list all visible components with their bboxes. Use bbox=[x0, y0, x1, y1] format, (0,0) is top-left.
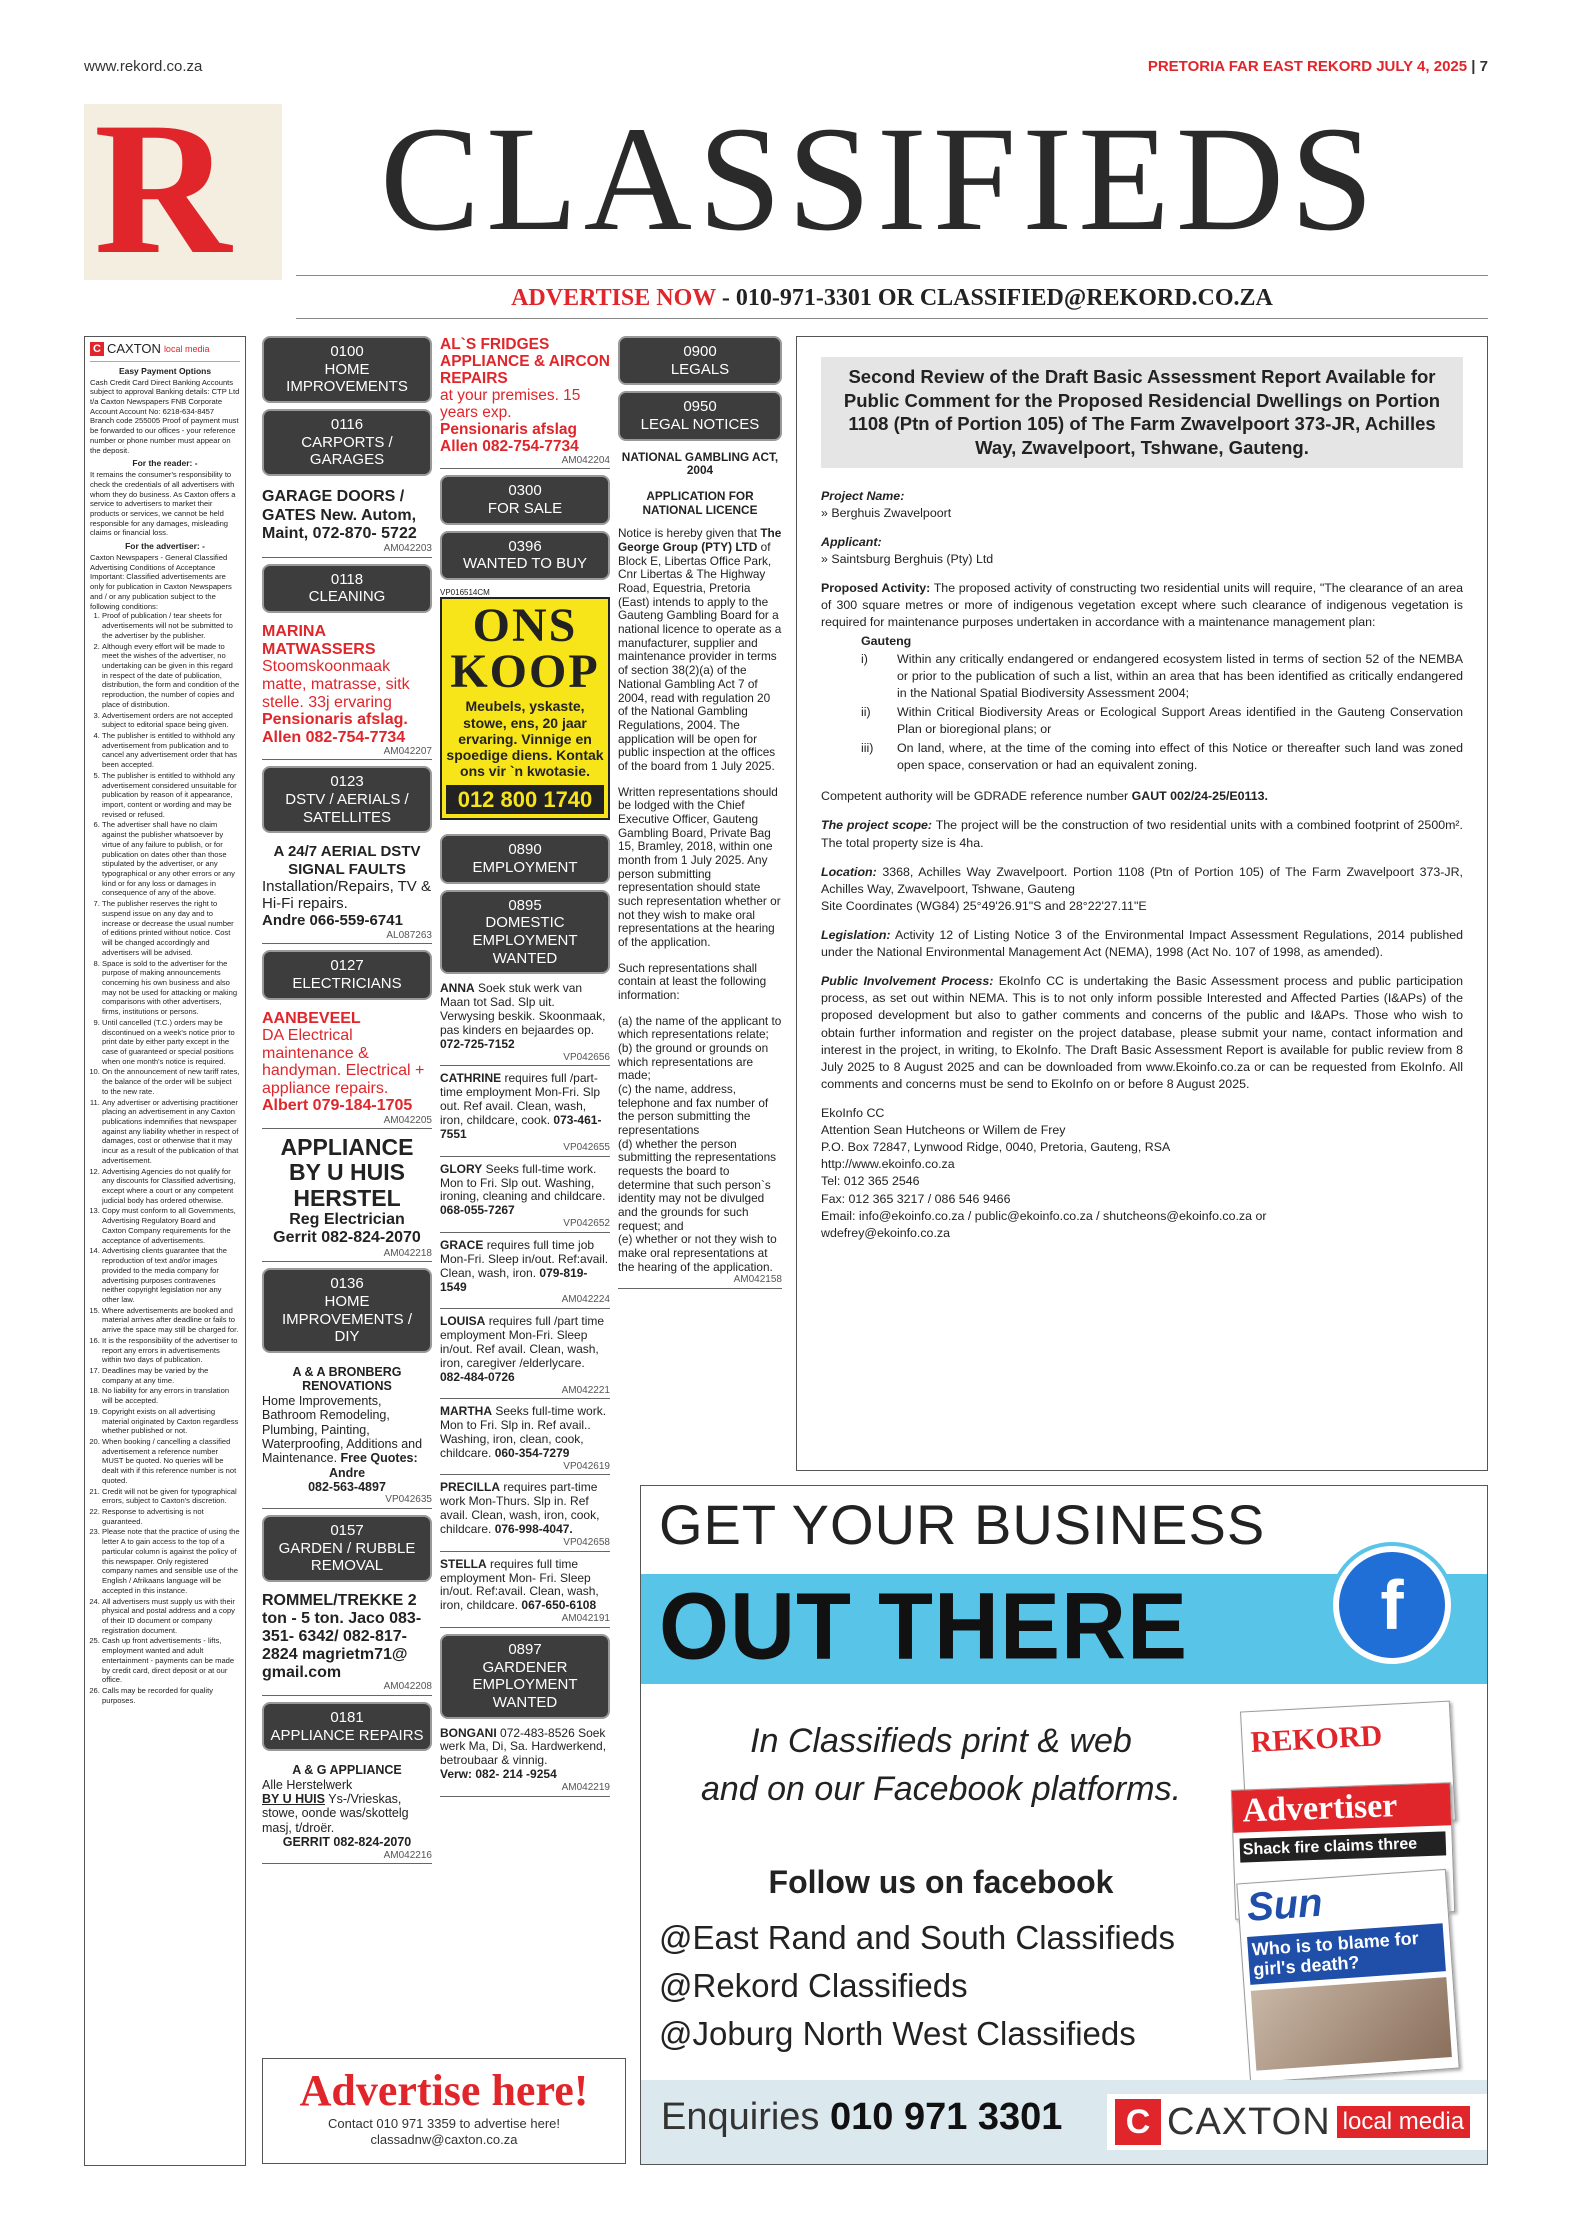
condition-item: 6. The advertiser shall have no claim against the publisher whatsoever by virtue of any failure to publish, or for publication on dates other than those stipulated by the advertiser, or any typographical or any other errors or any kind or for any loss or damages in consequence of any of the above. bbox=[102, 820, 240, 898]
section-0116: 0116 CARPORTS / GARAGES bbox=[262, 409, 432, 476]
divider bbox=[296, 318, 1488, 319]
classified-ad: BONGANI 072-483-8526 Soek werk Ma, Di, Sa. Hardwerkend, betroubaar & vinnig. Verw: 082- 214 -9254 AM042219 bbox=[440, 1727, 610, 1797]
ad-headline: GET YOUR BUSINESS bbox=[659, 1493, 1266, 1556]
paper-info: PRETORIA FAR EAST REKORD JULY 4, 2025 | 7 bbox=[1147, 58, 1488, 75]
classified-ad: GARAGE DOORS / GATES New. Autom, Maint, 072-870- 5722 AM042203 bbox=[262, 488, 432, 558]
reader-text: It remains the consumer's responsibility to check the credentials of all advertisers with whom they do business. As Caxton offers a service to advertisers to market their products or services, we cannot be held responsible for any damages, misleading claims or financial loss. bbox=[90, 470, 236, 538]
contact-details: EkoInfo CC Attention Sean Hutcheons or Willem de Frey P.O. Box 72847, Lynwood Ridge, 0040, Pretoria, Gauteng, RSA http://www.ekoinfo.co.za Tel: 012 365 2546 Fax: 012 365 3217 / 086 546 9466 Email: info@ekoinfo.co.za / public@ekoinfo.co.za / shutcheons@ekoinfo.co.za or wdefrey@ekoinfo.co.za bbox=[821, 1105, 1267, 1240]
environmental-notice: Second Review of the Draft Basic Assessment Report Available for Public Comment for the Proposed Residencial Dwellings on Portion 1108 (Ptn of Portion 105) of The Farm Zwavelpoort 373-JR, Achilles Way, Zwavelpoort, Tshwane, Gauteng. Project Name: » Berghuis Zwavelpoort Applicant: » Saintsburg Berghuis (Pty) Ltd Proposed Activity: The proposed activity of constructing two residential units will require, "The clearance of an area of 300 square metres or more of indigenous vegetation except where such clearance of indigenous vegetation is required for maintenance purposes undertaken in accordance with a maintenance management plan: Gauteng i) Within any critically endangered or endangered ecosystem listed in terms of section 52 of the NEMBA or prior to the publication of such a list, within an area that has been identified as critically endangered in the National Spatial Biodiversity Assessment 2004; ii) Within Critical Biodiversity Areas or Ecological Support Areas identified in the Gauteng Conservation Plan or bioregional plans; or iii) On land, where, at the time of the coming into effect of this Notice or thereafter such land was zoned open space, conservation or had an equivalent zoning. Competent authority will be GDRADE reference number GAUT 002/24-25/E0113. The project scope: The project will be the construction of two residential units with a combined footprint of 2500m². The total property size is 4ha. Location: 3368, Achilles Way Zwavelpoort. Portion 1108 (Ptn of Portion 105) of The Farm Zwavelpoort 373-JR, Achilles Way, Zwavelpoort, Tshwane, Gauteng Site Coordinates (WG84) 25°49'26.91"S and 28°22'27.11"E Legislation: Activity 12 of Listing Notice 3 of the Environmental Impact Assessment Regulations, 2014 published under the National Environmental Management Act (NEMA), 1998 (Act No. 107 of 1998, as amended). Public Involvement Process: EkoInfo CC is undertaking the Basic Assessment process and public participation process, as set out within NEMA. This is to not only inform possible Interested and Affected Parties (I&APs) of the proposed development but also to gather comments and concerns of the public and I&APs. Those who wish to obtain further information and register on the project database, please submit your name, contact information and interest in the project, in writing, to EkoInfo. The Draft Basic Assessment Report is available for public review from 8 July 2025 to 8 August 2025 and can be downloaded from www.Ekoinfo.co.za or can be requested from EkoInfo. All comments and concerns must be send to EkoInfo on or before 8 August 2025. EkoInfo CC Attention Sean Hutcheons or Willem de Frey P.O. Box 72847, Lynwood Ridge, 0040, Pretoria, Gauteng, RSA http://www.ekoinfo.co.za Tel: 012 365 2546 Fax: 012 365 3217 / 086 546 9466 Email: info@ekoinfo.co.za / public@ekoinfo.co.za / shutcheons@ekoinfo.co.za or wdefrey@ekoinfo.co.za bbox=[796, 336, 1488, 1471]
newspaper-stack bbox=[1233, 1696, 1463, 2076]
condition-item: 13. Copy must conform to all Governments, Advertising Regulatory Board and Caxton Company requirements for the acceptance of advertisements. bbox=[102, 1206, 240, 1245]
classified-ad: GLORY Seeks full-time work. Mon to Fri. Slp out. Washing, ironing, cleaning and childcare. 068-055-7267 VP042652 bbox=[440, 1163, 610, 1233]
classified-ad: ANNA Soek stuk werk van Maan tot Sad. Slp uit. Verwysing beskik. Skoonmaak, pas kinders en bejaardes op. 072-725-7152 VP042656 bbox=[440, 982, 610, 1066]
condition-item: 24. All advertisers must supply us with their physical and postal address and a copy of their ID document or company registration document. bbox=[102, 1597, 240, 1636]
condition-item: 23. Please note that the practice of using the letter A to gain access to the top of a particular column is against the policy of this newspaper. Only registered company names and sensible use of the English / Afrikaans language will be accepted in this instance. bbox=[102, 1527, 240, 1595]
section-0118: 0118 CLEANING bbox=[262, 564, 432, 613]
enquiries-bar: Enquiries 010 971 3301 C CAXTON local media bbox=[641, 2080, 1488, 2164]
section-0100: 0100 HOME IMPROVEMENTS bbox=[262, 336, 432, 403]
condition-item: 9. Until cancelled (T.C.) orders may be discontinued on a week's notice prior to print date by either party except in the case of guaranteed or special positions when one month's notice is required. bbox=[102, 1018, 240, 1067]
condition-item: 14. Advertising clients guarantee that the reproduction of text and/or images provided to the media company for advertising purposes contravenes neither copyright legislation nor any other law. bbox=[102, 1246, 240, 1304]
condition-item: 4. The publisher is entitled to withhold any advertisement from publication and to cancel any advertisement order that has been accepted. bbox=[102, 731, 240, 770]
advertiser-title: For the advertiser: - bbox=[125, 541, 205, 552]
caxton-logo: C CAXTON local media bbox=[90, 341, 240, 362]
section-0181: 0181 APPLIANCE REPAIRS bbox=[262, 1702, 432, 1751]
condition-item: 2. Although every effort will be made to meet the wishes of the advertiser, no undertaking can be given in this regard in respect of the date of publication, distribution, the form and condition of the reproduction, the number of copies and place of distribution. bbox=[102, 642, 240, 710]
facebook-icon: f bbox=[1333, 1546, 1451, 1664]
section-0897: 0897 GARDENER EMPLOYMENT WANTED bbox=[440, 1634, 610, 1719]
ad-tagline: In Classifieds print & web and on our Facebook platforms. bbox=[700, 1722, 1182, 1808]
condition-item: 1. Proof of publication / tear sheets for advertisements will not be submitted to the advertiser by the publisher. bbox=[102, 611, 240, 640]
classified-ad: A & A BRONBERG RENOVATIONS Home Improvements, Bathroom Remodeling, Plumbing, Painting, Waterproofing, Additions and Maintenance. Free Quotes: Andre 082-563-4897 VP042635 bbox=[262, 1365, 432, 1509]
condition-item: 25. Cash up front advertisements - lifts, employment wanted and adult entertainment - payments can be made by credit card, direct deposit or at our office. bbox=[102, 1636, 240, 1685]
column-3 bbox=[618, 336, 782, 1295]
section-0895: 0895 DOMESTIC EMPLOYMENT WANTED bbox=[440, 890, 610, 975]
section-0300: 0300 FOR SALE bbox=[440, 475, 610, 524]
business-ad bbox=[640, 1485, 1488, 2165]
domestic-ads bbox=[440, 982, 610, 1627]
advertise-banner: ADVERTISE NOW - 010-971-3301 OR CLASSIFIED@REKORD.CO.ZA bbox=[511, 285, 1273, 311]
caxton-terms-panel bbox=[84, 336, 246, 2166]
activity-item: i) Within any critically endangered or endangered ecosystem listed in terms of section 52 of the NEMBA or prior to the publication of such a list, within an area that has been identified as critically endangered in the National Spatial Biodiversity Assessment 2004; bbox=[861, 651, 1463, 700]
condition-item: 8. Space is sold to the advertiser for the purpose of making announcements concerning his own business and also may not be used for attacking or making comparisons with other advertisers, firms, institutions or persons. bbox=[102, 959, 240, 1017]
section-0136: 0136 HOME IMPROVEMENTS / DIY bbox=[262, 1268, 432, 1353]
newspaper-advertiser: Advertiser Shack fire claims three bbox=[1231, 1782, 1455, 1920]
newspaper-rekord: REKORD bbox=[1240, 1701, 1456, 1832]
condition-item: 15. Where advertisements are booked and material arrives after deadline or fails to arrive the space may still be charged for. bbox=[102, 1306, 240, 1335]
section-0396: 0396 WANTED TO BUY bbox=[440, 531, 610, 580]
gambling-notice: NATIONAL GAMBLING ACT, 2004 APPLICATION FOR NATIONAL LICENCE Notice is hereby given that The George Group (PTY) LTD of Block E, Libertas Office Park, Cnr Libertas & The Highway Road, Equestria, Pretoria (East) intends to apply to the Gauteng Gambling Board for a national licence to operate as a manufacturer, supplier and maintenance provider in terms of section 38(2)(a) of the National Gambling Act 7 of 2004, read with regulation 20 of the National Gambling Regulations, 2004. The application will be open for public inspection at the offices of the board from 1 July 2025. Written representations should be lodged with the Chief Executive Officer, Gauteng Gambling Board, Private Bag 15, Bramley, 2018, within one month from 1 July 2025. Any person submitting representation should state such representation whether or not they wish to make oral representations at the hearing of the application. Such representations shall contain at least the following information: (a) the name of the applicant to which representations relate; (b) the ground or grounds on which representations are made; (c) the name, address, telephone and fax number of the person submitting the representations (d) whether the person submitting the representations requests the board to determine that such person`s identity may not be divulged and the grounds for such request; and (e) whether or not they wish to make oral representations at the hearing of the application. AM042158 bbox=[618, 451, 782, 1289]
condition-item: 26. Calls may be recorded for quality purposes. bbox=[102, 1686, 240, 1705]
caxton-logo: C CAXTON local media bbox=[1107, 2094, 1488, 2150]
reader-title: For the reader: - bbox=[132, 458, 198, 469]
condition-item: 22. Response to advertising is not guaranteed. bbox=[102, 1507, 240, 1526]
facebook-handles[interactable]: @East Rand and South Classifieds @Rekord Classifieds @Joburg North West Classifieds bbox=[659, 1919, 1175, 2052]
column-2 bbox=[440, 336, 610, 1803]
condition-item: 7. The publisher reserves the right to suspend issue on any day and to increase or decrease the usual number of editions printed without notice. Cost will be changed accordingly and advertisers will be advised. bbox=[102, 899, 240, 957]
activity-list bbox=[821, 651, 1463, 775]
condition-item: 20. When booking / cancelling a classified advertisement a reference number MUST be quoted. No queries will be dealt with if this reference number is not quoted. bbox=[102, 1437, 240, 1486]
activity-item: iii) On land, where, at the time of the coming into effect of this Notice or thereafter such land was zoned open space, conservation or had an equivalent zoning. bbox=[861, 741, 1463, 773]
newspaper-sun: Sun Who is to blame for girl's death? bbox=[1236, 1869, 1459, 2083]
section-0123: 0123 DSTV / AERIALS / SATELLITES bbox=[262, 766, 432, 833]
condition-item: 10. On the announcement of new tariff rates, the balance of the order will be subject to the new rate. bbox=[102, 1067, 240, 1096]
classified-ad: A & G APPLIANCE Alle Herstelwerk BY U HUIS Ys-/Vrieskas, stowe, oonde was/skottelg masj, t/droër. GERRIT 082-824-2070 AM042216 bbox=[262, 1763, 432, 1864]
section-0950: 0950 LEGAL NOTICES bbox=[618, 391, 782, 440]
classified-ad: PRECILLA requires part-time work Mon-Thurs. Slp in. Ref avail. Clean, wash, iron, cook, childcare. 076-998-4047. VP042658 bbox=[440, 1481, 610, 1551]
classified-ad: STELLA requires full time employment Mon- Fri. Sleep in/out. Ref:avail. Clean, wash, iron, childcare. 067-650-6108 AM042191 bbox=[440, 1558, 610, 1628]
classified-ad: AL`S FRIDGES APPLIANCE & AIRCON REPAIRS at your premises. 15 years exp. Pensionaris afslag Allen 082-754-7734 AM042204 bbox=[440, 336, 610, 469]
advertise-here-ad: Advertise here! Contact 010 971 3359 to advertise here! classadnw@caxton.co.za bbox=[262, 2058, 626, 2164]
email-link[interactable]: classadnw@caxton.co.za bbox=[370, 2132, 518, 2148]
section-0890: 0890 EMPLOYMENT bbox=[440, 834, 610, 883]
condition-item: 18. No liability for any errors in translation will be accepted. bbox=[102, 1386, 240, 1405]
classified-ad: CATHRINE requires full /part-time employment Mon-Fri. Slp out. Ref avail. Clean, wash, iron, childcare, cook. 073-461-7551 VP042655 bbox=[440, 1072, 610, 1156]
advertiser-text: Caxton Newspapers - General Classified Advertising Conditions of Acceptance Important: Classified advertisements are only for publication in Caxton Newspapers and / or any publication subject to the following conditions: bbox=[90, 553, 232, 611]
payment-text: Cash Credit Card Direct Banking Accounts subject to approval Banking details: CTP Ltd t/a Caxton Newspapers FNB Corporate Account Account No: 6218-634-8457 Branch code 255005 Proof of payment must be forwarded to our offices - your reference number or phone number must appear on the deposit. bbox=[90, 377, 240, 455]
classified-ad: MARINA MATWASSERS Stoomskoonmaak matte, matrasse, sitk stelle. 33j ervaring Pensionaris afslag. Allen 082-754-7734 AM042207 bbox=[262, 623, 432, 760]
site-url[interactable]: www.rekord.co.za bbox=[84, 58, 203, 75]
ad-ref: VP016514CM bbox=[440, 588, 490, 598]
follow-label: Follow us on facebook bbox=[768, 1864, 1114, 1900]
ad-banner: OUT THERE bbox=[641, 1574, 1488, 1684]
condition-item: 3. Advertisement orders are not accepted subject to editorial space being given. bbox=[102, 711, 240, 730]
condition-item: 16. It is the responsibility of the advertiser to report any errors in advertisements within two days of publication. bbox=[102, 1336, 240, 1365]
condition-item: 19. Copyright exists on all advertising material originated by Caxton regardless whether published or not. bbox=[102, 1407, 240, 1436]
condition-item: 17. Deadlines may be varied by the company at any time. bbox=[102, 1366, 240, 1385]
activity-item: ii) Within Critical Biodiversity Areas or Ecological Support Areas identified in the Gauteng Conservation Plan or bioregional plans; or bbox=[861, 704, 1463, 736]
condition-item: 11. Any advertiser or advertising practitioner placing an advertisement in any Caxton publications indemnifies that newspaper against any liability whether in respect of damages, cost or otherwise that it may incur as a result of the publication of that advertisement. bbox=[102, 1098, 240, 1166]
section-0900: 0900 LEGALS bbox=[618, 336, 782, 385]
condition-item: 5. The publisher is entitled to withhold any advertisement considered unsuitable for publication by reason of it appearance, import, content or wording and may be revised or refused. bbox=[102, 771, 240, 820]
notice-title: Second Review of the Draft Basic Assessment Report Available for Public Comment for the Proposed Residencial Dwellings on Portion 1108 (Ptn of Portion 105) of The Farm Zwavelpoort 373-JR, Achilles Way, Zwavelpoort, Tshwane, Gauteng. bbox=[821, 357, 1463, 468]
section-0157: 0157 GARDEN / RUBBLE REMOVAL bbox=[262, 1515, 432, 1582]
classified-ad: AANBEVEEL DA Electrical maintenance & handyman. Electrical + appliance repairs. Albert 079-184-1705 AM042205 bbox=[262, 1010, 432, 1130]
classified-ad: APPLIANCE BY U HUIS HERSTEL Reg Electrician Gerrit 082-824-2070 AM042218 bbox=[262, 1135, 432, 1262]
condition-item: 12. Advertising Agencies do not qualify for any discounts for Classified advertising, except where a court or any competent judicial body has ordered otherwise. bbox=[102, 1167, 240, 1206]
divider bbox=[296, 275, 1488, 276]
conditions-list bbox=[90, 611, 240, 1705]
page-title: CLASSIFIEDS bbox=[380, 96, 1380, 262]
column-1 bbox=[262, 336, 432, 1870]
rekord-logo: R bbox=[84, 104, 282, 280]
payment-title: Easy Payment Options bbox=[118, 365, 212, 376]
classified-ad: ROMMEL/TREKKE 2 ton - 5 ton. Jaco 083-351- 6342/ 082-817-2824 magrietm71@ gmail.com AM042208 bbox=[262, 1592, 432, 1696]
classified-ad: GRACE requires full time job Mon-Fri. Sleep in/out. Ref:avail. Clean, wash, iron. 079-819-1549 AM042224 bbox=[440, 1239, 610, 1309]
classified-ad: LOUISA requires full /part time employment Mon-Fri. Sleep in/out. Ref avail. Clean, wash, iron, caregiver /elderlycare. 082-484-0726 AM042221 bbox=[440, 1315, 610, 1399]
classified-ad: MARTHA Seeks full-time work. Mon to Fri. Slp in. Ref avail.. Washing, iron, clean, cook, childcare. 060-354-7279 VP042619 bbox=[440, 1405, 610, 1475]
ons-koop-ad: ONS KOOP Meubels, yskaste, stowe, ens, 20 jaar ervaring. Vinnige en spoedige diens. Kontak ons vir `n kwotasie. 012 800 1740 bbox=[440, 597, 610, 820]
section-0127: 0127 ELECTRICIANS bbox=[262, 950, 432, 999]
condition-item: 21. Credit will not be given for typographical errors, subject to Caxton's discretion. bbox=[102, 1487, 240, 1506]
classified-ad: A 24/7 AERIAL DSTV SIGNAL FAULTS Installation/Repairs, TV & Hi-Fi repairs. Andre 066-559-6741 AL087263 bbox=[262, 843, 432, 944]
